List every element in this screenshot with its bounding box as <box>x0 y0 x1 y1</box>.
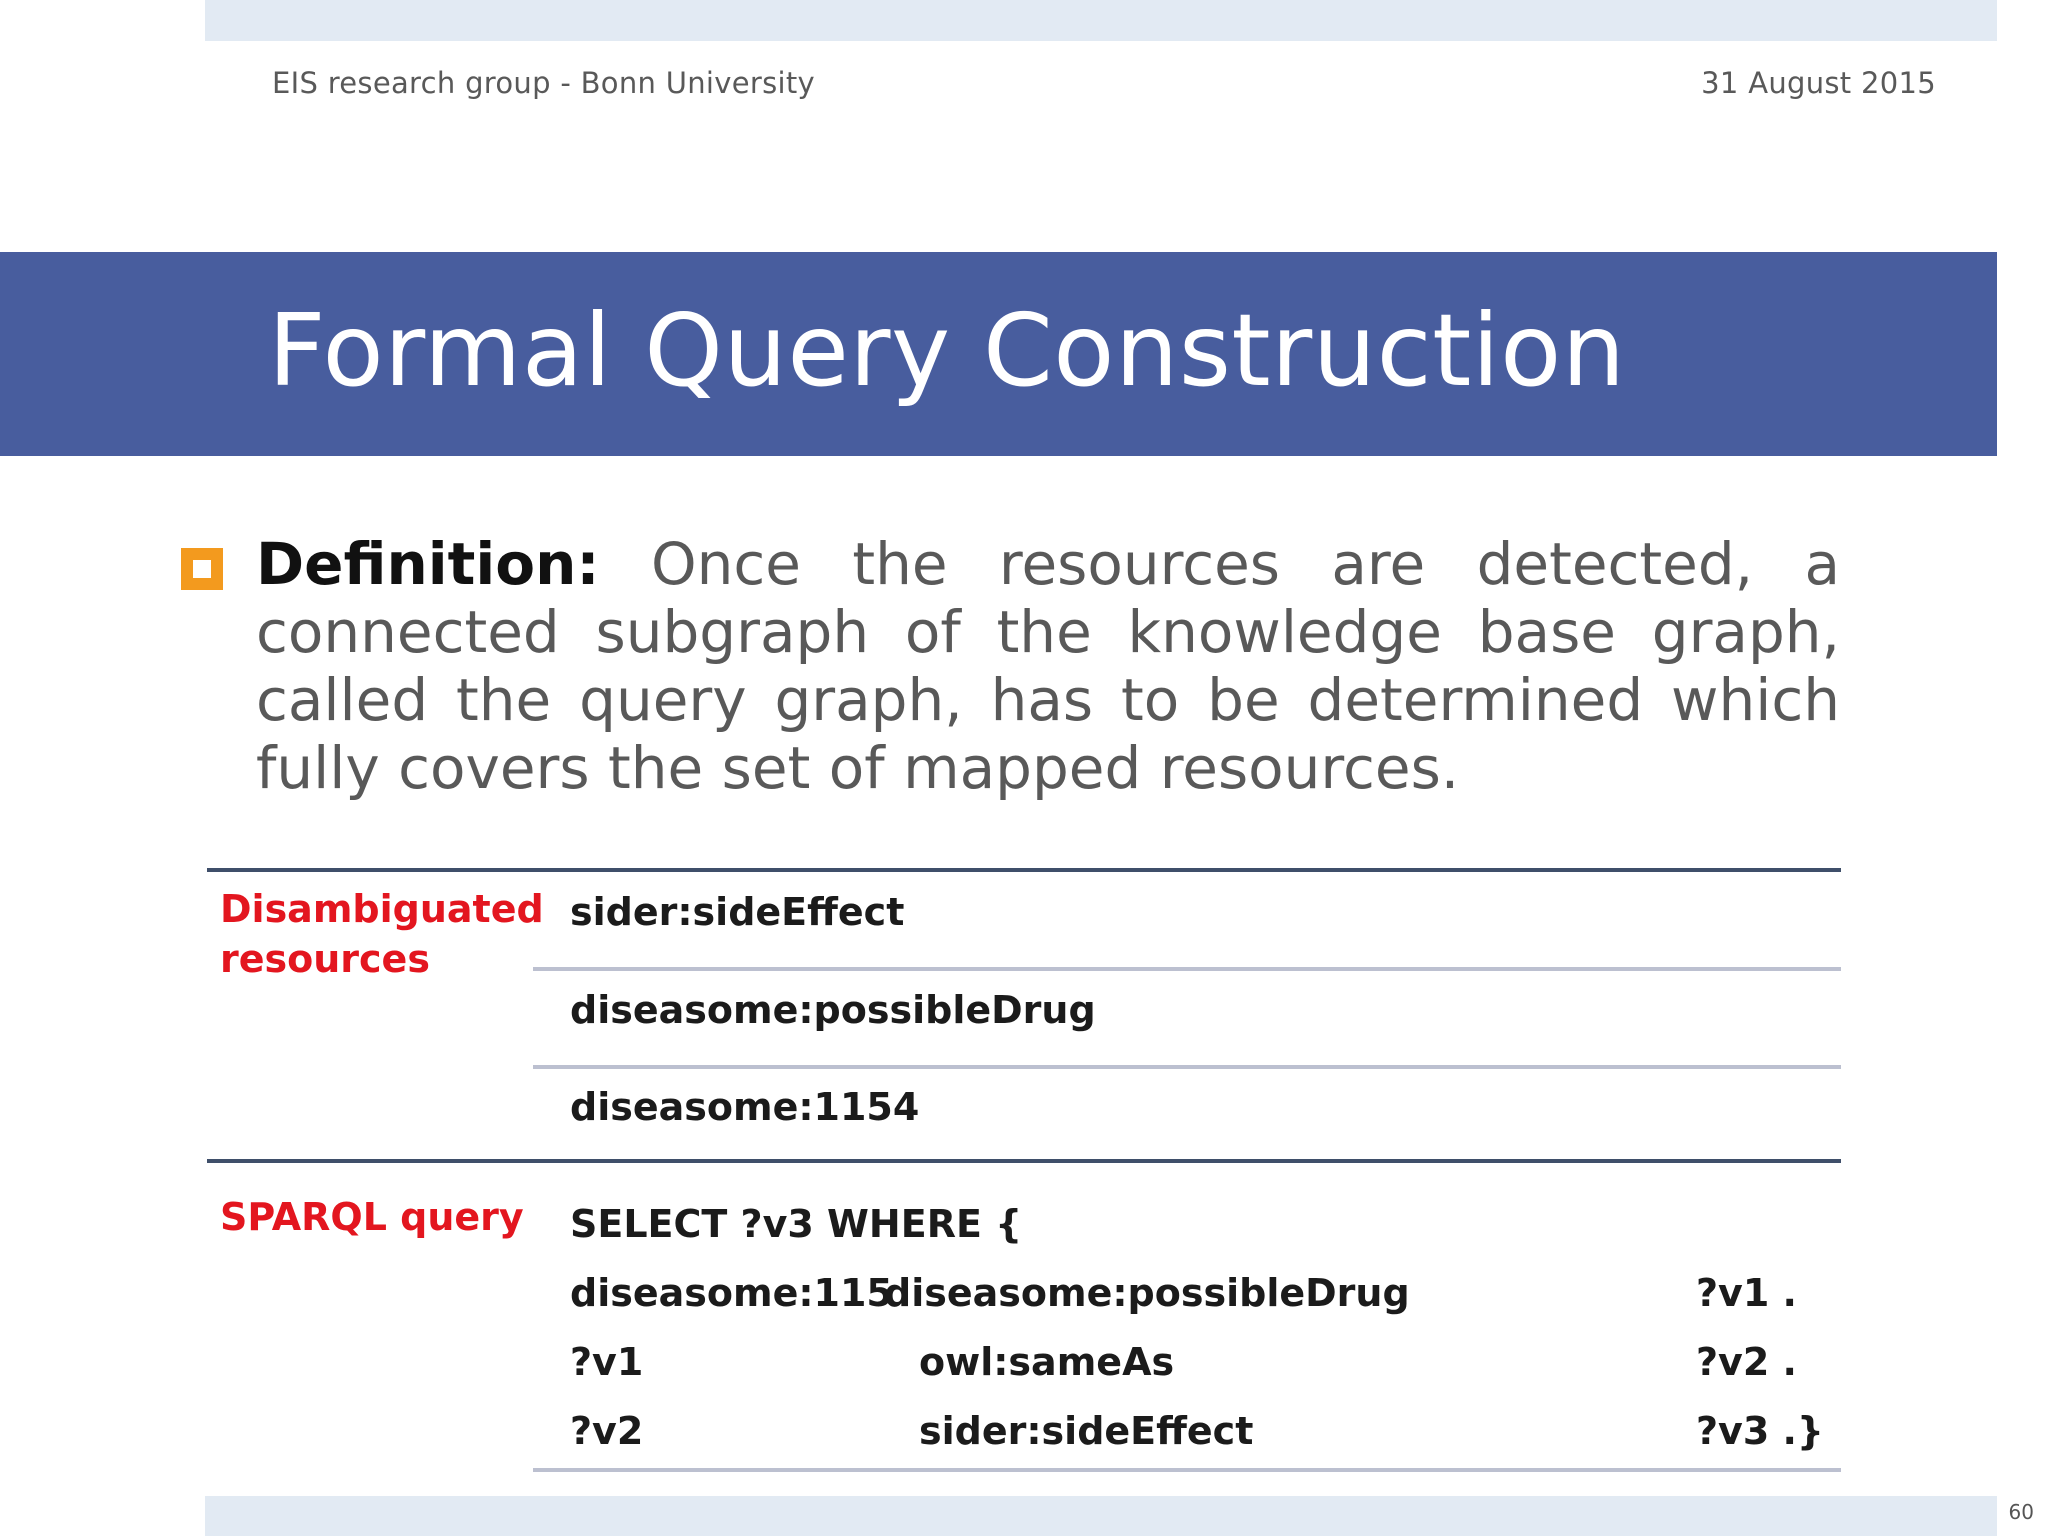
page-number: 60 <box>2008 1500 2034 1524</box>
slide-title: Formal Query Construction <box>268 292 1626 409</box>
definition-term: Definition: <box>256 530 600 598</box>
sparql-predicate: sider:sideEffect <box>919 1409 1254 1453</box>
row-divider-1 <box>533 967 1841 971</box>
sparql-object: ?v3 .} <box>1696 1409 1824 1453</box>
section-divider-rule <box>207 1159 1841 1163</box>
resource-cell: sider:sideEffect <box>570 890 905 934</box>
sparql-object: ?v1 . <box>1696 1271 1797 1315</box>
sparql-select-line: SELECT ?v3 WHERE { <box>570 1202 1023 1246</box>
sparql-subject: ?v1 <box>570 1340 644 1384</box>
sparql-predicate: owl:sameAs <box>919 1340 1175 1384</box>
table-bottom-rule <box>533 1468 1841 1472</box>
disambiguated-label-line2: resources <box>220 937 430 981</box>
sparql-subject: ?v2 <box>570 1409 644 1453</box>
resource-cell: diseasome:possibleDrug <box>570 988 1096 1032</box>
sparql-object: ?v2 . <box>1696 1340 1797 1384</box>
disambiguated-label-line1: Disambiguated <box>220 887 544 931</box>
top-decor-strip <box>205 0 1997 41</box>
header-date: 31 August 2015 <box>1701 66 1936 100</box>
header-organization: EIS research group - Bonn University <box>272 66 816 100</box>
bottom-decor-strip <box>205 1496 1997 1536</box>
sparql-predicate: diseasome:possibleDrug <box>884 1271 1410 1315</box>
square-bullet-icon <box>181 548 223 590</box>
disambiguated-resources-label <box>220 884 544 984</box>
table-top-rule <box>207 868 1841 872</box>
row-divider-2 <box>533 1065 1841 1069</box>
definition-paragraph <box>256 530 1840 802</box>
definition-text: Once the resources are detected, a connected subgraph of the knowledge base graph, called the query graph, has to be determined which fully covers the set of mapped resources. <box>256 530 1840 802</box>
resource-cell: diseasome:1154 <box>570 1085 920 1129</box>
sparql-subject: diseasome:115 <box>570 1271 893 1315</box>
sparql-query-label: SPARQL query <box>220 1195 524 1239</box>
